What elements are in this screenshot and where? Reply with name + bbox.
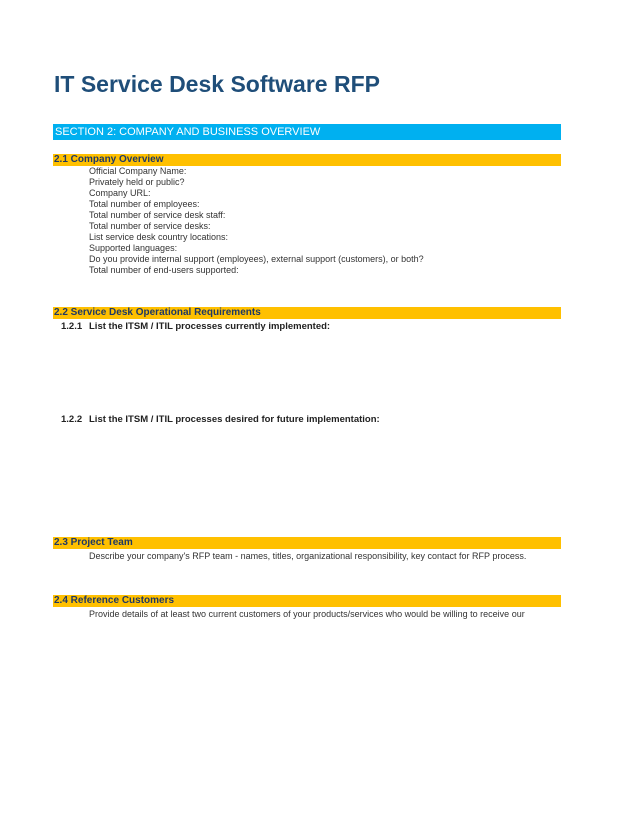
list-item: Company URL:	[89, 188, 151, 198]
list-item: Total number of service desk staff:	[89, 210, 226, 220]
list-item: Supported languages:	[89, 243, 178, 253]
project-team-description: Describe your company's RFP team - names, titles, organizational responsibility, key contact for RFP process.	[89, 551, 527, 561]
list-item: Total number of employees:	[89, 199, 200, 209]
question-number: 1.2.1	[61, 321, 83, 332]
company-overview-list	[89, 166, 424, 276]
list-item: Total number of service desks:	[89, 221, 211, 231]
reference-customers-heading: 2.4 Reference Customers	[53, 595, 561, 607]
list-item: Total number of end-users supported:	[89, 265, 239, 275]
question-text: List the ITSM / ITIL processes desired for future implementation:	[89, 414, 380, 425]
document-title: IT Service Desk Software RFP	[54, 71, 380, 97]
question-number: 1.2.2	[61, 414, 83, 425]
operational-requirements-heading: 2.2 Service Desk Operational Requirements	[53, 307, 561, 319]
list-item: Official Company Name:	[89, 166, 187, 176]
project-team-heading: 2.3 Project Team	[53, 537, 561, 549]
company-overview-heading: 2.1 Company Overview	[53, 154, 561, 166]
question-future-processes	[61, 414, 380, 425]
list-item: List service desk country locations:	[89, 232, 229, 242]
list-item: Privately held or public?	[89, 177, 185, 187]
reference-customers-description: Provide details of at least two current customers of your products/services who would be willing to receive our	[89, 609, 525, 619]
section-header: SECTION 2: COMPANY AND BUSINESS OVERVIEW	[53, 124, 561, 140]
question-current-processes	[61, 321, 330, 332]
question-text: List the ITSM / ITIL processes currently implemented:	[89, 321, 331, 332]
list-item: Do you provide internal support (employees), external support (customers), or both?	[89, 254, 424, 264]
